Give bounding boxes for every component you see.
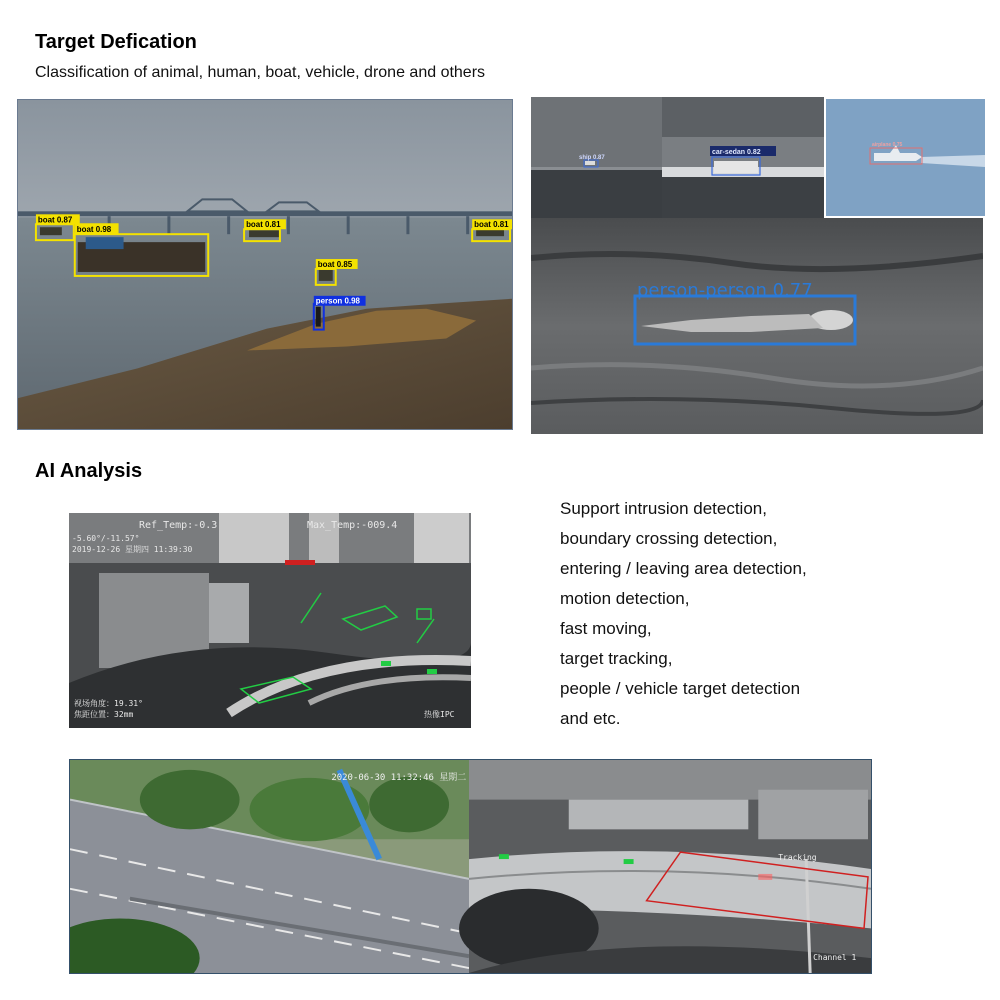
section-title-target: Target Defication [35,31,197,53]
osd-ref-temp: Ref_Temp:-0.3 [139,520,218,531]
detection-box [472,219,512,241]
detection-label: person 0.98 [315,296,360,306]
airplane-image [826,99,985,216]
osd-road-datetime: 2020-06-30 11:32:46 星期二 [331,772,467,783]
osd-focus: 焦距位置：32mm [74,710,134,719]
detection-label: car-sedan 0.82 [712,149,761,156]
detection-box [244,219,286,241]
osd-channel: 热像IPC [424,710,455,719]
feature-item: Support intrusion detection, [560,499,767,518]
feature-item: target tracking, [560,649,673,668]
road-tracking-image [69,759,872,974]
section-subtitle-target: Classification of animal, human, boat, vehicle, drone and others [35,64,486,81]
thermal-ship-image [531,97,662,218]
thermal-car-image [662,97,824,218]
feature-item: fast moving, [560,619,652,638]
detection-box [36,214,80,240]
osd-max-temp: Max_Temp:-009.4 [307,520,398,531]
osd-datetime: 2019-12-26 星期四 11:39:30 [72,545,193,554]
detection-box [75,223,208,276]
osd-ptz: -5.60°/-11.57° [72,534,140,543]
detection-label: ship 0.87 [579,155,605,161]
river-detection-image [17,99,513,430]
detection-box [314,296,366,330]
feature-item: and etc. [560,709,621,728]
thermal-zone-image [69,513,471,728]
section-title-ai: AI Analysis [35,460,143,482]
detection-label: person-person 0.77 [637,280,813,301]
feature-list [560,494,980,734]
thermal-person-image [531,218,983,434]
detection-box [316,259,358,285]
detection-label: boat 0.87 [37,215,73,225]
detection-label: boat 0.81 [474,220,509,230]
detection-label: boat 0.81 [246,220,281,230]
detection-label: boat 0.85 [317,259,353,269]
feature-item: boundary crossing detection, [560,529,778,548]
detection-label: airplane 0.75 [872,142,903,148]
feature-item: entering / leaving area detection, [560,559,807,578]
feature-item: people / vehicle target detection [560,679,801,698]
osd-tracking: Tracking [778,853,817,863]
osd-fov: 视场角度：19.31° [74,699,143,708]
osd-road-channel: Channel 1 [813,953,857,963]
feature-item: motion detection, [560,589,690,608]
detection-label: boat 0.98 [76,225,112,235]
